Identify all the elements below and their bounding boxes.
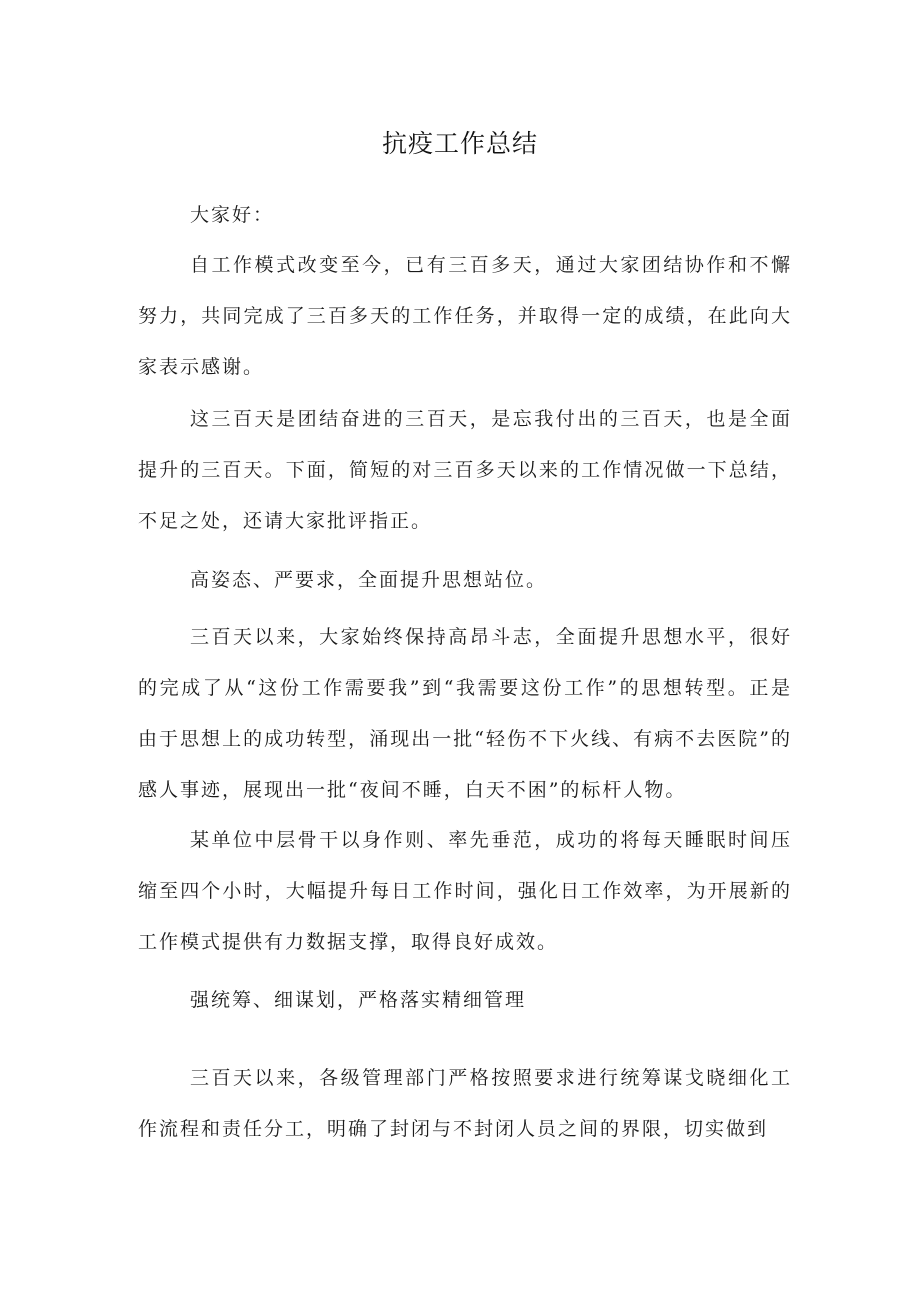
paragraph-management: 三百天以来，各级管理部门严格按照要求进行统筹谋戈晓细化工作流程和责任分工，明确了封闭与不封闭人员之间的界限，切实做到 (138, 1067, 792, 1140)
paragraph-thinking: 三百天以来，大家始终保持高昂斗志，全面提升思想水平，很好的完成了从“这份工作需要我”到“我需要这份工作”的思想转型。正是由于思想上的成功转型，涌现出一批“轻伤不下火线、有病不去医院”的感人事迹，展现出一批“夜间不睡，白天不困”的标杆人物。 (138, 626, 792, 801)
paragraph-summary-intro: 这三百天是团结奋进的三百天，是忘我付出的三百天，也是全面提升的三百天。下面，简短的对三百多天以来的工作情况做一下总结，不足之处，还请大家批评指正。 (138, 408, 792, 532)
document-title: 抗疫工作总结 (381, 129, 538, 158)
paragraph-opening: 自工作模式改变至今，已有三百多天，通过大家团结协作和不懈努力，共同完成了三百多天的工作任务，并取得一定的成绩，在此向大家表示感谢。 (138, 254, 792, 378)
section-heading-thinking: 高姿态、严要求，全面提升思想站位。 (190, 569, 548, 591)
section-heading-management: 强统筹、细谋划，严格落实精细管理 (190, 989, 527, 1011)
greeting: 大家好： (190, 204, 275, 226)
paragraph-example: 某单位中层骨干以身作则、率先垂范，成功的将每天睡眠时间压缩至四个小时，大幅提升每日工作时间，强化日工作效率，为开展新的工作模式提供有力数据支撑，取得良好成效。 (138, 829, 792, 953)
